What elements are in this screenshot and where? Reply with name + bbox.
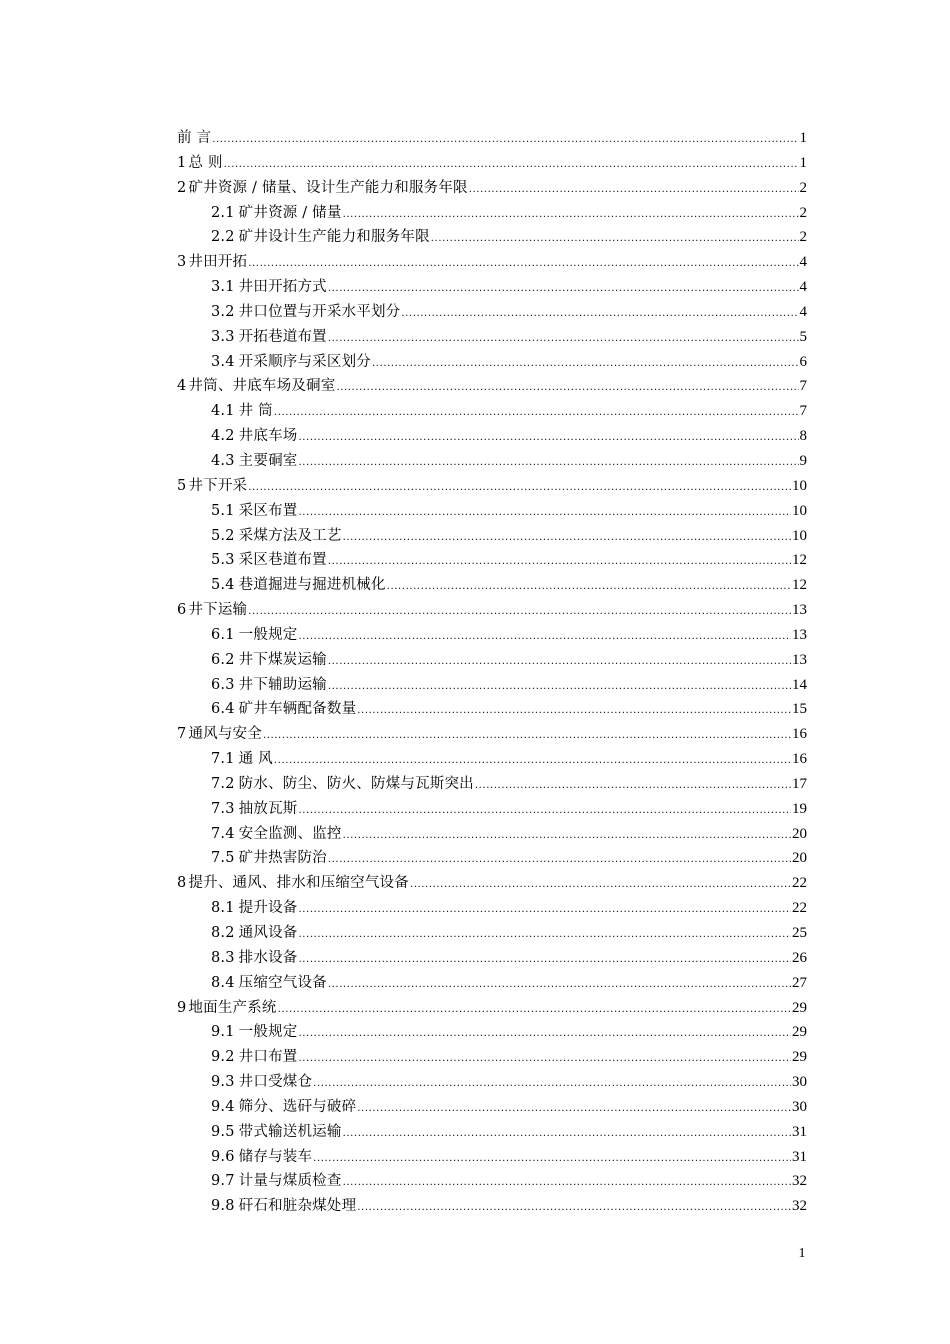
toc-entry-number: 6.2 [211, 651, 235, 668]
toc-dot-leader [328, 650, 791, 675]
toc-page-number: 5 [799, 328, 807, 345]
toc-subsection-entry[interactable] [177, 648, 807, 673]
toc-page-number: 20 [792, 825, 807, 842]
toc-section-entry[interactable] [177, 722, 807, 747]
toc-entry-number: 6 [177, 602, 187, 619]
toc-subsection-entry[interactable] [177, 846, 807, 871]
toc-dot-leader [336, 376, 798, 401]
toc-entry-number: 7.1 [211, 751, 235, 768]
toc-entry-title [177, 250, 247, 275]
toc-page-number: 1 [799, 154, 807, 171]
toc-entry-number: 3.2 [211, 303, 235, 320]
toc-entry-text: 计量与煤质检查 [238, 1173, 342, 1190]
toc-entry-text: 井下辅助运输 [238, 676, 327, 693]
toc-dot-leader [248, 476, 791, 501]
toc-entry-number: 7.3 [211, 800, 235, 817]
toc-dot-leader [274, 401, 799, 426]
toc-entry-title [211, 1194, 356, 1219]
toc-page-number: 30 [792, 1074, 807, 1091]
toc-entry-number: 3.4 [211, 353, 235, 370]
toc-entry-text: 抽放瓦斯 [238, 800, 298, 817]
toc-subsection-entry[interactable] [177, 1045, 807, 1070]
toc-dot-leader [328, 973, 791, 998]
toc-entry-title [211, 772, 474, 797]
table-of-contents [177, 126, 807, 1219]
toc-entry-number: 5.3 [211, 552, 235, 569]
toc-section-entry[interactable] [177, 871, 807, 896]
toc-entry-title [211, 225, 430, 250]
toc-entry-number: 6.3 [211, 676, 235, 693]
toc-entry-number: 8.1 [211, 900, 235, 917]
toc-page-number: 12 [792, 552, 807, 569]
toc-section-entry[interactable] [177, 374, 807, 399]
toc-entry-text: 矿井资源 / 储量 [238, 204, 342, 221]
toc-entry-number: 9.5 [211, 1123, 235, 1140]
toc-entry-number: 4.1 [211, 403, 235, 420]
toc-dot-leader [343, 1122, 791, 1147]
toc-entry-number: 9.2 [211, 1049, 235, 1066]
toc-entry-number: 4 [177, 378, 187, 395]
toc-entry-number: 9.8 [211, 1198, 235, 1215]
toc-subsection-entry[interactable] [177, 623, 807, 648]
toc-entry-title [211, 1020, 297, 1045]
toc-entry-text: 井下运输 [188, 602, 248, 619]
toc-entry-title [211, 1169, 342, 1194]
toc-subsection-entry[interactable] [177, 747, 807, 772]
toc-dot-leader [274, 749, 791, 774]
toc-subsection-entry[interactable] [177, 499, 807, 524]
toc-subsection-entry[interactable] [177, 946, 807, 971]
toc-entry-number: 5.4 [211, 577, 235, 594]
toc-entry-number: 8.2 [211, 925, 235, 941]
toc-section-entry[interactable] [177, 996, 807, 1021]
toc-entry-number: 2.2 [211, 229, 235, 246]
toc-entry-title [211, 350, 371, 375]
toc-page-number: 30 [792, 1098, 807, 1115]
toc-subsection-entry[interactable] [177, 201, 807, 226]
toc-subsection-entry[interactable] [177, 225, 807, 250]
toc-page-number: 22 [792, 900, 807, 917]
toc-page-number: 13 [792, 626, 807, 643]
toc-entry-text: 矸石和脏杂煤处理 [238, 1198, 357, 1215]
toc-dot-leader [401, 302, 798, 327]
toc-page-number: 26 [792, 949, 807, 966]
toc-entry-title [177, 996, 277, 1021]
toc-dot-leader [372, 352, 799, 377]
toc-entry-text: 主要硐室 [238, 452, 298, 469]
toc-dot-leader [431, 227, 799, 252]
toc-subsection-entry[interactable] [177, 325, 807, 350]
toc-dot-leader [298, 799, 791, 824]
toc-entry-title [211, 648, 327, 673]
toc-dot-leader [224, 153, 799, 178]
toc-entry-title [211, 946, 297, 971]
toc-subsection-entry[interactable] [177, 1194, 807, 1219]
toc-entry-text: 开采顺序与采区划分 [238, 353, 371, 370]
toc-entry-text: 带式输送机运输 [238, 1123, 342, 1140]
page-number: 1 [798, 1246, 806, 1261]
toc-dot-leader [298, 948, 791, 973]
toc-subsection-entry[interactable] [177, 573, 807, 598]
toc-subsection-entry[interactable] [177, 1095, 807, 1120]
toc-page-number: 13 [792, 602, 807, 619]
toc-subsection-entry[interactable] [177, 424, 807, 449]
toc-subsection-entry[interactable] [177, 772, 807, 797]
toc-page-number: 32 [792, 1173, 807, 1190]
toc-page-number: 15 [792, 701, 807, 718]
toc-dot-leader [410, 873, 791, 898]
toc-section-entry[interactable] [177, 474, 807, 499]
toc-page-number: 2 [799, 179, 807, 196]
toc-subsection-entry[interactable] [177, 822, 807, 847]
toc-entry-title [177, 871, 409, 896]
toc-subsection-entry[interactable] [177, 971, 807, 996]
toc-page-number: 32 [792, 1198, 807, 1215]
toc-dot-leader [298, 426, 798, 451]
toc-entry-title [211, 499, 297, 524]
toc-dot-leader [343, 1171, 791, 1196]
toc-entry-text: 通风设备 [238, 925, 298, 941]
toc-entry-text: 储存与装车 [238, 1148, 313, 1165]
toc-section-entry[interactable] [177, 598, 807, 623]
toc-page-number: 25 [792, 925, 807, 941]
toc-page-number: 22 [792, 875, 807, 892]
toc-entry-title [211, 822, 342, 847]
toc-subsection-entry[interactable] [177, 300, 807, 325]
toc-entry-number: 2.1 [211, 204, 235, 221]
toc-entry-number: 5 [177, 477, 187, 494]
toc-entry-text: 前 言 [177, 130, 212, 146]
toc-entry-title [211, 1095, 356, 1120]
toc-entry-title [211, 1070, 312, 1095]
toc-page-number: 9 [799, 452, 807, 469]
toc-dot-leader [343, 824, 791, 849]
toc-entry-text: 井下煤炭运输 [238, 651, 327, 668]
toc-entry-text: 开拓巷道布置 [238, 328, 327, 345]
toc-entry-title [211, 399, 273, 424]
toc-section-entry[interactable] [177, 126, 807, 151]
toc-subsection-entry[interactable] [177, 1145, 807, 1170]
toc-entry-title [211, 1045, 297, 1070]
toc-entry-title [177, 474, 247, 499]
toc-entry-title [211, 623, 297, 648]
toc-entry-number: 1 [177, 154, 187, 171]
toc-entry-title [211, 1120, 342, 1145]
toc-entry-number: 8.3 [211, 949, 235, 966]
toc-dot-leader [278, 998, 791, 1023]
toc-entry-title [211, 548, 327, 573]
toc-page-number: 12 [792, 577, 807, 594]
toc-entry-title [177, 722, 262, 747]
toc-subsection-entry[interactable] [177, 1070, 807, 1095]
toc-page-number: 10 [792, 527, 807, 544]
toc-page-number: 29 [792, 1024, 807, 1041]
toc-entry-text: 矿井热害防治 [238, 850, 327, 867]
toc-entry-title [177, 126, 211, 151]
toc-page-number: 29 [792, 999, 807, 1016]
toc-entry-title [211, 921, 297, 946]
toc-page-number: 7 [799, 378, 807, 395]
toc-entry-title [177, 374, 335, 399]
toc-dot-leader [357, 1196, 791, 1221]
toc-subsection-entry[interactable] [177, 275, 807, 300]
toc-entry-text: 压缩空气设备 [238, 974, 327, 991]
toc-dot-leader [298, 625, 791, 650]
toc-entry-text: 提升设备 [238, 900, 298, 917]
toc-entry-text: 一般规定 [238, 626, 298, 643]
toc-entry-number: 9.1 [211, 1024, 235, 1041]
toc-dot-leader [298, 923, 791, 948]
toc-entry-number: 9.4 [211, 1098, 235, 1115]
toc-entry-text: 井田开拓 [188, 254, 248, 271]
toc-entry-text: 采区布置 [238, 502, 298, 519]
toc-page-number: 31 [792, 1123, 807, 1140]
toc-entry-number: 7.4 [211, 825, 235, 842]
toc-page-number: 29 [792, 1049, 807, 1066]
toc-entry-title [211, 275, 327, 300]
toc-page-number: 16 [792, 751, 807, 768]
toc-page-number: 2 [799, 204, 807, 221]
toc-subsection-entry[interactable] [177, 797, 807, 822]
toc-entry-text: 井 筒 [238, 403, 273, 420]
toc-entry-text: 矿井车辆配备数量 [238, 701, 357, 718]
toc-dot-leader [357, 1097, 791, 1122]
toc-entry-title [211, 524, 342, 549]
toc-entry-text: 排水设备 [238, 949, 298, 966]
toc-entry-number: 7.5 [211, 850, 235, 867]
toc-section-entry[interactable] [177, 151, 807, 176]
toc-entry-text: 采煤方法及工艺 [238, 527, 342, 544]
toc-entry-number: 4.2 [211, 428, 235, 445]
toc-dot-leader [357, 699, 791, 724]
toc-entry-text: 地面生产系统 [188, 999, 277, 1016]
toc-entry-title [211, 1145, 312, 1170]
toc-subsection-entry[interactable] [177, 697, 807, 722]
toc-entry-text: 井底车场 [238, 428, 298, 445]
toc-section-entry[interactable] [177, 250, 807, 275]
toc-entry-title [177, 151, 223, 176]
toc-dot-leader [248, 600, 791, 625]
toc-entry-number: 9 [177, 999, 187, 1016]
toc-entry-number: 7 [177, 726, 187, 743]
toc-entry-number: 6.1 [211, 626, 235, 643]
toc-entry-text: 采区巷道布置 [238, 552, 327, 569]
toc-entry-title [211, 325, 327, 350]
toc-subsection-entry[interactable] [177, 399, 807, 424]
toc-entry-title [211, 747, 273, 772]
toc-entry-text: 巷道掘进与掘进机械化 [238, 577, 386, 594]
toc-dot-leader [328, 675, 791, 700]
toc-dot-leader [475, 774, 791, 799]
toc-dot-leader [313, 1147, 791, 1172]
toc-entry-text: 井下开采 [188, 477, 248, 494]
toc-entry-number: 8 [177, 875, 187, 892]
toc-entry-number: 3.3 [211, 328, 235, 345]
toc-entry-title [211, 673, 327, 698]
toc-dot-leader [343, 203, 799, 228]
toc-entry-number: 3.1 [211, 279, 235, 296]
toc-page-number: 31 [792, 1148, 807, 1165]
toc-subsection-entry[interactable] [177, 896, 807, 921]
toc-dot-leader [328, 848, 791, 873]
toc-page-number: 10 [792, 502, 807, 519]
toc-page-number: 17 [792, 775, 807, 792]
toc-subsection-entry[interactable] [177, 548, 807, 573]
toc-entry-text: 通风与安全 [188, 726, 262, 743]
toc-entry-number: 3 [177, 254, 187, 271]
toc-entry-title [211, 896, 297, 921]
toc-entry-title [211, 449, 297, 474]
toc-page-number: 14 [792, 676, 807, 693]
toc-entry-number: 4.3 [211, 452, 235, 469]
toc-subsection-entry[interactable] [177, 1169, 807, 1194]
toc-subsection-entry[interactable] [177, 921, 807, 946]
toc-dot-leader [387, 575, 791, 600]
toc-entry-text: 一般规定 [238, 1024, 298, 1041]
toc-entry-title [211, 971, 327, 996]
toc-page-number: 7 [799, 403, 807, 420]
toc-page-number: 27 [792, 974, 807, 991]
toc-entry-number: 2 [177, 179, 187, 196]
toc-entry-text: 防水、防尘、防火、防煤与瓦斯突出 [238, 775, 474, 792]
toc-entry-number: 7.2 [211, 775, 235, 792]
toc-page-number: 4 [799, 254, 807, 271]
toc-dot-leader [263, 724, 791, 749]
toc-dot-leader [469, 178, 799, 203]
toc-page-number: 1 [799, 130, 807, 146]
toc-dot-leader [298, 898, 791, 923]
toc-entry-title [177, 598, 247, 623]
toc-page-number: 13 [792, 651, 807, 668]
toc-entry-title [211, 573, 386, 598]
toc-page-number: 8 [799, 428, 807, 445]
toc-subsection-entry[interactable] [177, 524, 807, 549]
toc-page-number: 2 [799, 229, 807, 246]
toc-dot-leader [298, 1022, 791, 1047]
toc-entry-text: 井田开拓方式 [238, 279, 327, 296]
toc-entry-title [177, 176, 468, 201]
toc-section-entry[interactable] [177, 176, 807, 201]
toc-page-number: 10 [792, 477, 807, 494]
toc-dot-leader [212, 128, 798, 153]
toc-entry-text: 总 则 [188, 154, 223, 171]
toc-entry-text: 矿井资源 / 储量、设计生产能力和服务年限 [188, 179, 468, 196]
toc-entry-text: 安全监测、监控 [238, 825, 342, 842]
toc-entry-number: 5.2 [211, 527, 235, 544]
toc-dot-leader [328, 550, 791, 575]
toc-dot-leader [298, 501, 791, 526]
toc-entry-title [211, 846, 327, 871]
toc-entry-title [211, 697, 356, 722]
toc-dot-leader [313, 1072, 791, 1097]
toc-entry-number: 6.4 [211, 701, 235, 718]
toc-entry-text: 井口位置与开采水平划分 [238, 303, 401, 320]
toc-subsection-entry[interactable] [177, 449, 807, 474]
toc-entry-text: 矿井设计生产能力和服务年限 [238, 229, 430, 246]
toc-page-number: 16 [792, 726, 807, 743]
toc-dot-leader [298, 1047, 791, 1072]
toc-dot-leader [328, 327, 799, 352]
toc-dot-leader [248, 252, 798, 277]
toc-entry-title [211, 300, 400, 325]
toc-entry-text: 通 风 [238, 751, 273, 768]
toc-entry-number: 8.4 [211, 974, 235, 991]
toc-entry-number: 9.6 [211, 1148, 235, 1165]
toc-entry-text: 筛分、选矸与破碎 [238, 1098, 357, 1115]
toc-subsection-entry[interactable] [177, 1020, 807, 1045]
toc-entry-title [211, 201, 342, 226]
toc-page-number: 6 [799, 353, 807, 370]
toc-entry-text: 井筒、井底车场及硐室 [188, 378, 336, 395]
toc-dot-leader [298, 451, 798, 476]
toc-entry-title [211, 424, 297, 449]
toc-page-number: 4 [799, 279, 807, 296]
toc-entry-number: 9.3 [211, 1074, 235, 1091]
toc-dot-leader [343, 526, 791, 551]
toc-page-number: 20 [792, 850, 807, 867]
toc-subsection-entry[interactable] [177, 673, 807, 698]
toc-entry-number: 5.1 [211, 502, 235, 519]
toc-entry-text: 井口布置 [238, 1049, 298, 1066]
toc-subsection-entry[interactable] [177, 350, 807, 375]
toc-page-number: 4 [799, 303, 807, 320]
toc-dot-leader [328, 277, 799, 302]
toc-subsection-entry[interactable] [177, 1120, 807, 1145]
toc-entry-text: 提升、通风、排水和压缩空气设备 [188, 875, 409, 892]
toc-entry-title [211, 797, 297, 822]
toc-entry-text: 井口受煤仓 [238, 1074, 313, 1091]
toc-entry-number: 9.7 [211, 1173, 235, 1190]
toc-page-number: 19 [792, 800, 807, 817]
